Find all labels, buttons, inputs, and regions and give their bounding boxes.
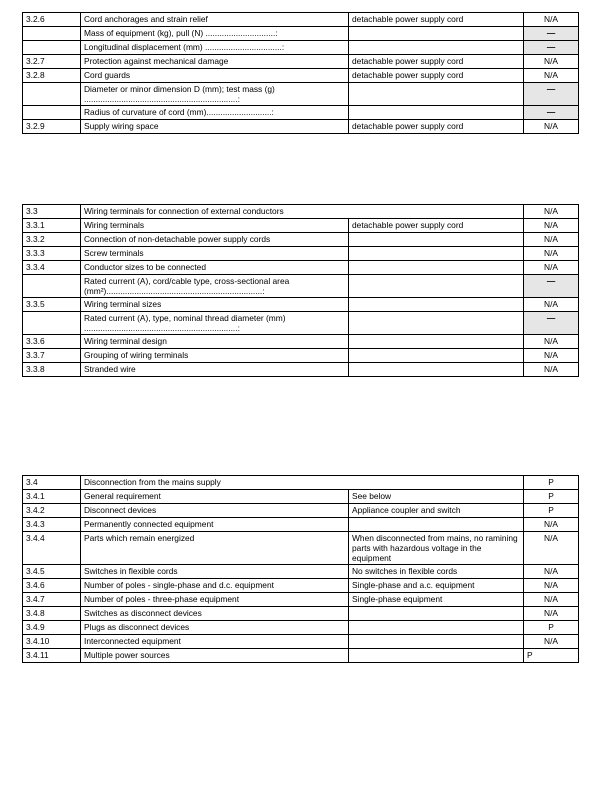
verdict-cell: N/A [524, 635, 579, 649]
verdict-cell: N/A [524, 335, 579, 349]
verdict-cell: N/A [524, 532, 579, 565]
requirement-cell: Wiring terminal design [81, 335, 349, 349]
clause-number-cell: 3.4.10 [23, 635, 81, 649]
result-remark-cell: Appliance coupler and switch [349, 504, 524, 518]
table-row [23, 298, 579, 312]
result-remark-cell [349, 335, 524, 349]
requirement-cell: Connection of non-detachable power supply cords [81, 233, 349, 247]
verdict-cell: N/A [524, 298, 579, 312]
requirement-cell: Diameter or minor dimension D (mm); test mass (g) ..................................................................: [81, 83, 349, 106]
result-remark-cell [349, 621, 524, 635]
requirement-cell: Supply wiring space [81, 120, 349, 134]
table-section-3-4 [22, 475, 579, 663]
requirement-cell: Permanently connected equipment [81, 518, 349, 532]
verdict-cell: N/A [524, 349, 579, 363]
requirement-cell: Rated current (A), cord/cable type, cross-sectional area (mm²)...................................................................: [81, 275, 349, 298]
result-remark-cell: detachable power supply cord [349, 120, 524, 134]
requirement-cell: Stranded wire [81, 363, 349, 377]
clause-number-cell: 3.4.1 [23, 490, 81, 504]
requirement-cell: Mass of equipment (kg), pull (N) ..............................: [81, 27, 349, 41]
verdict-cell: P [524, 490, 579, 504]
verdict-cell: N/A [524, 261, 579, 275]
verdict-cell: — [524, 312, 579, 335]
table-row [23, 490, 579, 504]
requirement-cell: Disconnection from the mains supply [81, 476, 524, 490]
result-remark-cell: Single-phase and a.c. equipment [349, 579, 524, 593]
requirement-cell: Conductor sizes to be connected [81, 261, 349, 275]
table-row [23, 55, 579, 69]
table-section-3-3 [22, 204, 579, 377]
clause-number-cell: 3.4.2 [23, 504, 81, 518]
result-remark-cell [349, 298, 524, 312]
table-row [23, 532, 579, 565]
requirement-cell: Switches in flexible cords [81, 565, 349, 579]
verdict-cell: N/A [524, 219, 579, 233]
result-remark-cell: When disconnected from mains, no ramining parts with hazardous voltage in the equipment [349, 532, 524, 565]
result-remark-cell [349, 41, 524, 55]
verdict-cell: N/A [524, 593, 579, 607]
clause-number-cell [23, 275, 81, 298]
clause-number-cell: 3.3.4 [23, 261, 81, 275]
result-remark-cell: See below [349, 490, 524, 504]
result-remark-cell [349, 312, 524, 335]
requirement-cell: Switches as disconnect devices [81, 607, 349, 621]
table-row [23, 607, 579, 621]
table-row [23, 565, 579, 579]
clause-number-cell: 3.4.6 [23, 579, 81, 593]
table-row [23, 219, 579, 233]
clause-number-cell: 3.3.7 [23, 349, 81, 363]
requirement-cell: Radius of curvature of cord (mm)............................: [81, 106, 349, 120]
requirement-cell: Parts which remain energized [81, 532, 349, 565]
clause-number-cell: 3.4.4 [23, 532, 81, 565]
requirement-cell: Multiple power sources [81, 649, 349, 663]
clause-number-cell: 3.4 [23, 476, 81, 490]
verdict-cell: P [524, 504, 579, 518]
clause-number-cell [23, 27, 81, 41]
result-remark-cell [349, 83, 524, 106]
requirement-cell: Screw terminals [81, 247, 349, 261]
requirement-cell: Grouping of wiring terminals [81, 349, 349, 363]
table-row [23, 312, 579, 335]
verdict-cell: — [524, 106, 579, 120]
verdict-cell: N/A [524, 120, 579, 134]
clause-number-cell [23, 83, 81, 106]
requirement-cell: Wiring terminals [81, 219, 349, 233]
table-row [23, 106, 579, 120]
requirement-cell: Disconnect devices [81, 504, 349, 518]
result-remark-cell [349, 607, 524, 621]
requirement-cell: Cord guards [81, 69, 349, 83]
clause-number-cell: 3.3.1 [23, 219, 81, 233]
table-row [23, 635, 579, 649]
table-row [23, 275, 579, 298]
requirement-cell: Wiring terminal sizes [81, 298, 349, 312]
table-row [23, 41, 579, 55]
verdict-cell: P [524, 621, 579, 635]
clause-number-cell: 3.2.9 [23, 120, 81, 134]
table-row [23, 247, 579, 261]
table-row [23, 83, 579, 106]
result-remark-cell: detachable power supply cord [349, 219, 524, 233]
result-remark-cell [349, 349, 524, 363]
verdict-cell: N/A [524, 247, 579, 261]
table-row [23, 27, 579, 41]
result-remark-cell [349, 518, 524, 532]
table-row [23, 504, 579, 518]
table-row [23, 649, 579, 663]
verdict-cell: N/A [524, 55, 579, 69]
table-row [23, 261, 579, 275]
clause-number-cell [23, 312, 81, 335]
table-row [23, 621, 579, 635]
clause-number-cell: 3.3.5 [23, 298, 81, 312]
requirement-cell: Longitudinal displacement (mm) .................................: [81, 41, 349, 55]
verdict-cell: — [524, 275, 579, 298]
result-remark-cell [349, 27, 524, 41]
table-row [23, 205, 579, 219]
verdict-cell: N/A [524, 13, 579, 27]
requirement-cell: Plugs as disconnect devices [81, 621, 349, 635]
table-row [23, 518, 579, 532]
verdict-cell: N/A [524, 579, 579, 593]
result-remark-cell: detachable power supply cord [349, 55, 524, 69]
clause-number-cell: 3.4.11 [23, 649, 81, 663]
verdict-cell: P [524, 476, 579, 490]
requirement-cell: Wiring terminals for connection of external conductors [81, 205, 524, 219]
table-row [23, 593, 579, 607]
table-row [23, 69, 579, 83]
table-row [23, 579, 579, 593]
requirement-cell: Number of poles - single-phase and d.c. equipment [81, 579, 349, 593]
requirement-cell: Number of poles - three-phase equipment [81, 593, 349, 607]
clause-number-cell: 3.4.8 [23, 607, 81, 621]
result-remark-cell [349, 649, 524, 663]
clause-number-cell: 3.3.6 [23, 335, 81, 349]
result-remark-cell: detachable power supply cord [349, 69, 524, 83]
clause-number-cell: 3.4.5 [23, 565, 81, 579]
requirement-cell: General requirement [81, 490, 349, 504]
clause-number-cell: 3.3.2 [23, 233, 81, 247]
requirement-cell: Rated current (A), type, nominal thread diameter (mm) ..................................................................: [81, 312, 349, 335]
clause-number-cell: 3.2.6 [23, 13, 81, 27]
clause-number-cell: 3.4.9 [23, 621, 81, 635]
clause-number-cell: 3.4.7 [23, 593, 81, 607]
table-row [23, 476, 579, 490]
verdict-cell: P [524, 649, 579, 663]
verdict-cell: N/A [524, 205, 579, 219]
result-remark-cell [349, 635, 524, 649]
verdict-cell: N/A [524, 233, 579, 247]
verdict-cell: N/A [524, 607, 579, 621]
requirement-cell: Protection against mechanical damage [81, 55, 349, 69]
verdict-cell: N/A [524, 363, 579, 377]
table-row [23, 335, 579, 349]
result-remark-cell: Single-phase equipment [349, 593, 524, 607]
clause-number-cell: 3.4.3 [23, 518, 81, 532]
verdict-cell: N/A [524, 69, 579, 83]
result-remark-cell [349, 275, 524, 298]
verdict-cell: — [524, 27, 579, 41]
result-remark-cell [349, 106, 524, 120]
verdict-cell: N/A [524, 518, 579, 532]
table-row [23, 120, 579, 134]
clause-number-cell: 3.2.7 [23, 55, 81, 69]
clause-number-cell [23, 41, 81, 55]
clause-number-cell [23, 106, 81, 120]
result-remark-cell: detachable power supply cord [349, 13, 524, 27]
table-row [23, 233, 579, 247]
clause-number-cell: 3.3.8 [23, 363, 81, 377]
result-remark-cell [349, 247, 524, 261]
clause-number-cell: 3.3 [23, 205, 81, 219]
verdict-cell: — [524, 41, 579, 55]
result-remark-cell [349, 363, 524, 377]
result-remark-cell: No switches in flexible cords [349, 565, 524, 579]
table-row [23, 349, 579, 363]
requirement-cell: Interconnected equipment [81, 635, 349, 649]
table-row [23, 13, 579, 27]
clause-number-cell: 3.2.8 [23, 69, 81, 83]
result-remark-cell [349, 261, 524, 275]
verdict-cell: — [524, 83, 579, 106]
verdict-cell: N/A [524, 565, 579, 579]
requirement-cell: Cord anchorages and strain relief [81, 13, 349, 27]
table-section-3-2 [22, 12, 579, 134]
result-remark-cell [349, 233, 524, 247]
clause-number-cell: 3.3.3 [23, 247, 81, 261]
table-row [23, 363, 579, 377]
